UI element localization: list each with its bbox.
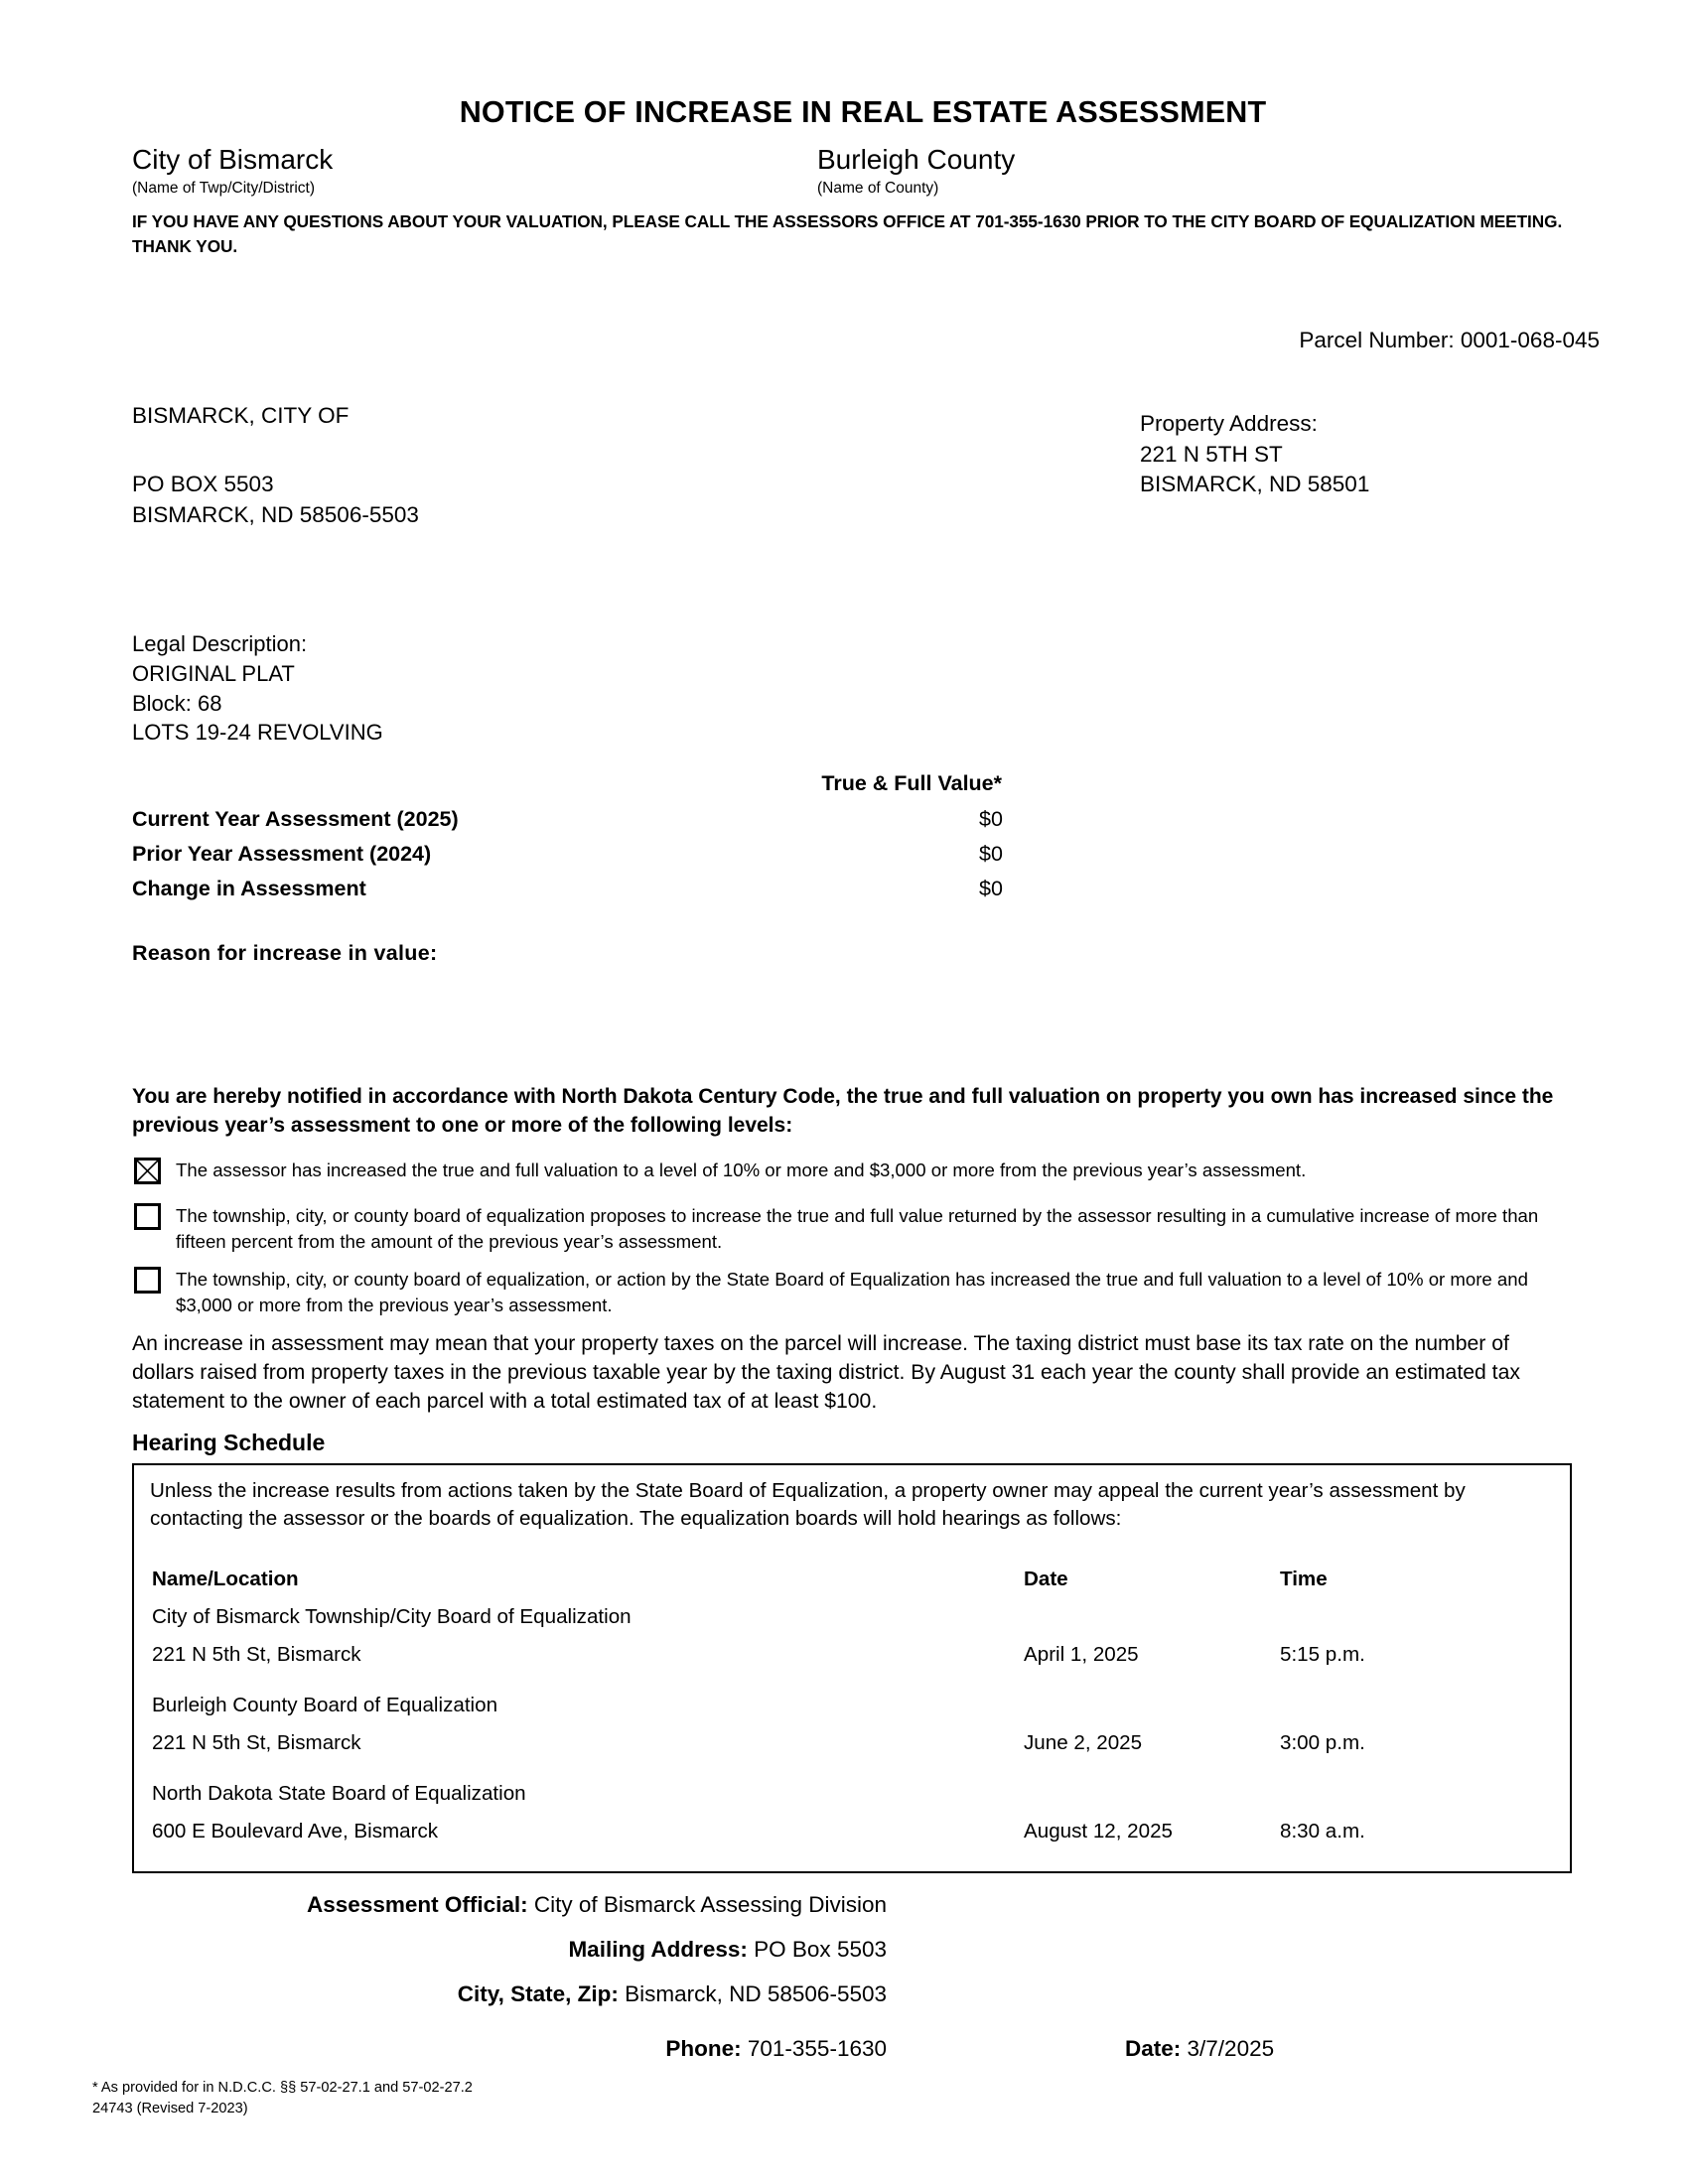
- jurisdiction-row: [132, 144, 1602, 205]
- table-header-row: [150, 1568, 1554, 1605]
- mailing-address-row: [132, 1937, 1542, 1981]
- prior-year-assessment-value: $0: [979, 841, 1003, 866]
- hearing-date: June 2, 2025: [1024, 1730, 1143, 1754]
- spacer: [150, 1681, 1554, 1694]
- assessment-official-value: City of Bismarck Assessing Division: [533, 1891, 887, 1917]
- current-year-assessment-value: $0: [979, 806, 1003, 831]
- hearing-location: 600 E Boulevard Ave, Bismarck: [152, 1819, 439, 1843]
- hearing-date: August 12, 2025: [1024, 1819, 1173, 1843]
- phone-text: [132, 2036, 887, 2062]
- property-address-block: [1140, 409, 1369, 500]
- change-in-assessment-value: $0: [979, 876, 1003, 900]
- table-row: [132, 807, 1051, 832]
- city-state-zip-row: [132, 1981, 1542, 2026]
- checkbox-option-assessor-increase[interactable]: [132, 1157, 1602, 1192]
- checkbox-checked-icon[interactable]: [134, 1158, 161, 1184]
- county-name: Burleigh County: [817, 144, 1016, 175]
- mailing-address-text: [132, 1937, 887, 1963]
- assessment-official-text: [132, 1892, 887, 1918]
- tax-increase-paragraph: An increase in assessment may mean that your property taxes on the parcel will increase. The taxing district must base its tax rate on the number of dollars raised from property taxes in the previous taxable year by the taxing district. By August 31 each year the county shall provide an estimated tax statement to the owner of each parcel with a total estimated tax of at least $100.: [132, 1331, 1520, 1413]
- table-row: [132, 877, 1051, 901]
- hearing-schedule-table: [150, 1568, 1554, 1857]
- hearing-time: 3:00 p.m.: [1280, 1730, 1365, 1754]
- city-caption: (Name of Twp/City/District): [132, 180, 316, 197]
- date-text: [1125, 2036, 1274, 2062]
- phone-value: 701-355-1630: [747, 2035, 887, 2061]
- mailing-address-label: Mailing Address:: [568, 1936, 748, 1962]
- hearing-board-name: City of Bismarck Township/City Board of Equalization: [152, 1604, 632, 1628]
- mailing-address-value: PO Box 5503: [754, 1936, 887, 1962]
- prior-year-assessment-label: Prior Year Assessment (2024): [132, 841, 432, 866]
- spacer: [150, 1769, 1554, 1782]
- change-in-assessment-label: Change in Assessment: [132, 876, 366, 900]
- hearing-schedule-title: Hearing Schedule: [132, 1429, 326, 1455]
- table-row: [150, 1782, 1554, 1820]
- table-row: [150, 1694, 1554, 1731]
- legal-description-line-3: LOTS 19-24 REVOLVING: [132, 720, 383, 746]
- column-header-date: Date: [1024, 1567, 1068, 1590]
- legal-description-line-1: ORIGINAL PLAT: [132, 660, 295, 686]
- current-year-assessment-label: Current Year Assessment (2025): [132, 806, 459, 831]
- table-row: [150, 1820, 1554, 1857]
- assessor-call-notice: IF YOU HAVE ANY QUESTIONS ABOUT YOUR VALUATION, PLEASE CALL THE ASSESSORS OFFICE AT 701-355-1630 PRIOR TO THE CITY BOARD OF EQUALIZATION MEETING. THANK YOU.: [132, 211, 1563, 257]
- assessment-official-row: [132, 1892, 1542, 1937]
- hearing-location: 221 N 5th St, Bismarck: [152, 1730, 361, 1754]
- checkbox-empty-icon[interactable]: [134, 1267, 161, 1294]
- reason-for-increase-label: Reason for increase in value:: [132, 940, 438, 965]
- city-state-zip-value: Bismarck, ND 58506-5503: [625, 1980, 887, 2006]
- date-label: Date:: [1125, 2035, 1182, 2061]
- hearing-time: 5:15 p.m.: [1280, 1642, 1365, 1666]
- owner-address-block: [132, 405, 419, 536]
- hearing-schedule-box: [132, 1463, 1572, 1873]
- notified-paragraph: You are hereby notified in accordance with North Dakota Century Code, the true and full valuation on property you own has increased since the previous year’s assessment to one or more of the following levels:: [132, 1084, 1554, 1137]
- address-zone: [132, 405, 1602, 584]
- table-row: [150, 1643, 1554, 1681]
- spacer: [132, 428, 419, 474]
- checkbox-option-label: The township, city, or county board of equalization proposes to increase the true and full value returned by the assessor resulting in a cumulative increase of more than fifteen percent from the amount of the previous year’s assessment.: [176, 1205, 1539, 1253]
- true-full-value-header: True & Full Value*: [821, 770, 1002, 795]
- notice-level-checkbox-list: [132, 1157, 1602, 1319]
- hearing-board-name: North Dakota State Board of Equalization: [152, 1781, 526, 1805]
- table-row: [132, 842, 1051, 867]
- owner-name: BISMARCK, CITY OF: [132, 403, 350, 429]
- hearing-location: 221 N 5th St, Bismarck: [152, 1642, 361, 1666]
- city-state-zip-label: City, State, Zip:: [457, 1980, 619, 2006]
- hearing-board-name: Burleigh County Board of Equalization: [152, 1693, 498, 1716]
- page-title: NOTICE OF INCREASE IN REAL ESTATE ASSESSMENT: [459, 95, 1267, 129]
- property-address-label: Property Address:: [1140, 411, 1318, 437]
- owner-address-line-2: BISMARCK, ND 58506-5503: [132, 502, 419, 528]
- owner-address-line-1: PO BOX 5503: [132, 471, 274, 496]
- table-row: [150, 1605, 1554, 1643]
- property-address-line-2: BISMARCK, ND 58501: [1140, 472, 1370, 497]
- footnote-line-1: * As provided for in N.D.C.C. §§ 57-02-27.1 and 57-02-27.2: [92, 2079, 473, 2096]
- legal-description-line-2: Block: 68: [132, 690, 222, 716]
- city-name: City of Bismarck: [132, 144, 334, 175]
- phone-label: Phone:: [665, 2035, 742, 2061]
- assessment-official-block: [132, 1892, 1542, 2082]
- parcel-number: Parcel Number: 0001-068-045: [1299, 328, 1600, 353]
- assessment-value-table: [132, 771, 1051, 901]
- hearing-schedule-intro: Unless the increase results from actions taken by the State Board of Equalization, a property owner may appeal the current year’s assessment by contacting the assessor or the boards of equalization. The equalization boards will hold hearings as follows:: [150, 1478, 1466, 1531]
- checkbox-empty-icon[interactable]: [134, 1203, 161, 1230]
- checkbox-option-label: The township, city, or county board of equalization, or action by the State Board of Equalization has increased the true and full valuation to a level of 10% or more and $3,000 or more from the previous year’s assessment.: [176, 1268, 1528, 1316]
- date-value: 3/7/2025: [1187, 2035, 1275, 2061]
- legal-description-label: Legal Description:: [132, 631, 308, 657]
- footnote-line-2: 24743 (Revised 7-2023): [92, 2101, 248, 2117]
- property-address-line-1: 221 N 5TH ST: [1140, 441, 1283, 467]
- city-state-zip-text: [132, 1981, 887, 2007]
- footnote-block: [92, 2078, 1602, 2121]
- hearing-time: 8:30 a.m.: [1280, 1819, 1365, 1843]
- phone-date-row: [132, 2036, 1542, 2082]
- checkbox-option-board-proposes-increase[interactable]: [132, 1202, 1602, 1256]
- checkbox-option-state-board-increase[interactable]: [132, 1266, 1602, 1319]
- column-header-name-location: Name/Location: [152, 1567, 299, 1590]
- table-row: [150, 1731, 1554, 1769]
- legal-description-block: [132, 629, 1602, 748]
- hearing-date: April 1, 2025: [1024, 1642, 1139, 1666]
- checkbox-option-label: The assessor has increased the true and full valuation to a level of 10% or more and $3,000 or more from the previous year’s assessment.: [176, 1160, 1307, 1181]
- column-header-time: Time: [1280, 1567, 1328, 1590]
- county-caption: (Name of County): [817, 180, 939, 197]
- assessment-official-label: Assessment Official:: [307, 1891, 528, 1917]
